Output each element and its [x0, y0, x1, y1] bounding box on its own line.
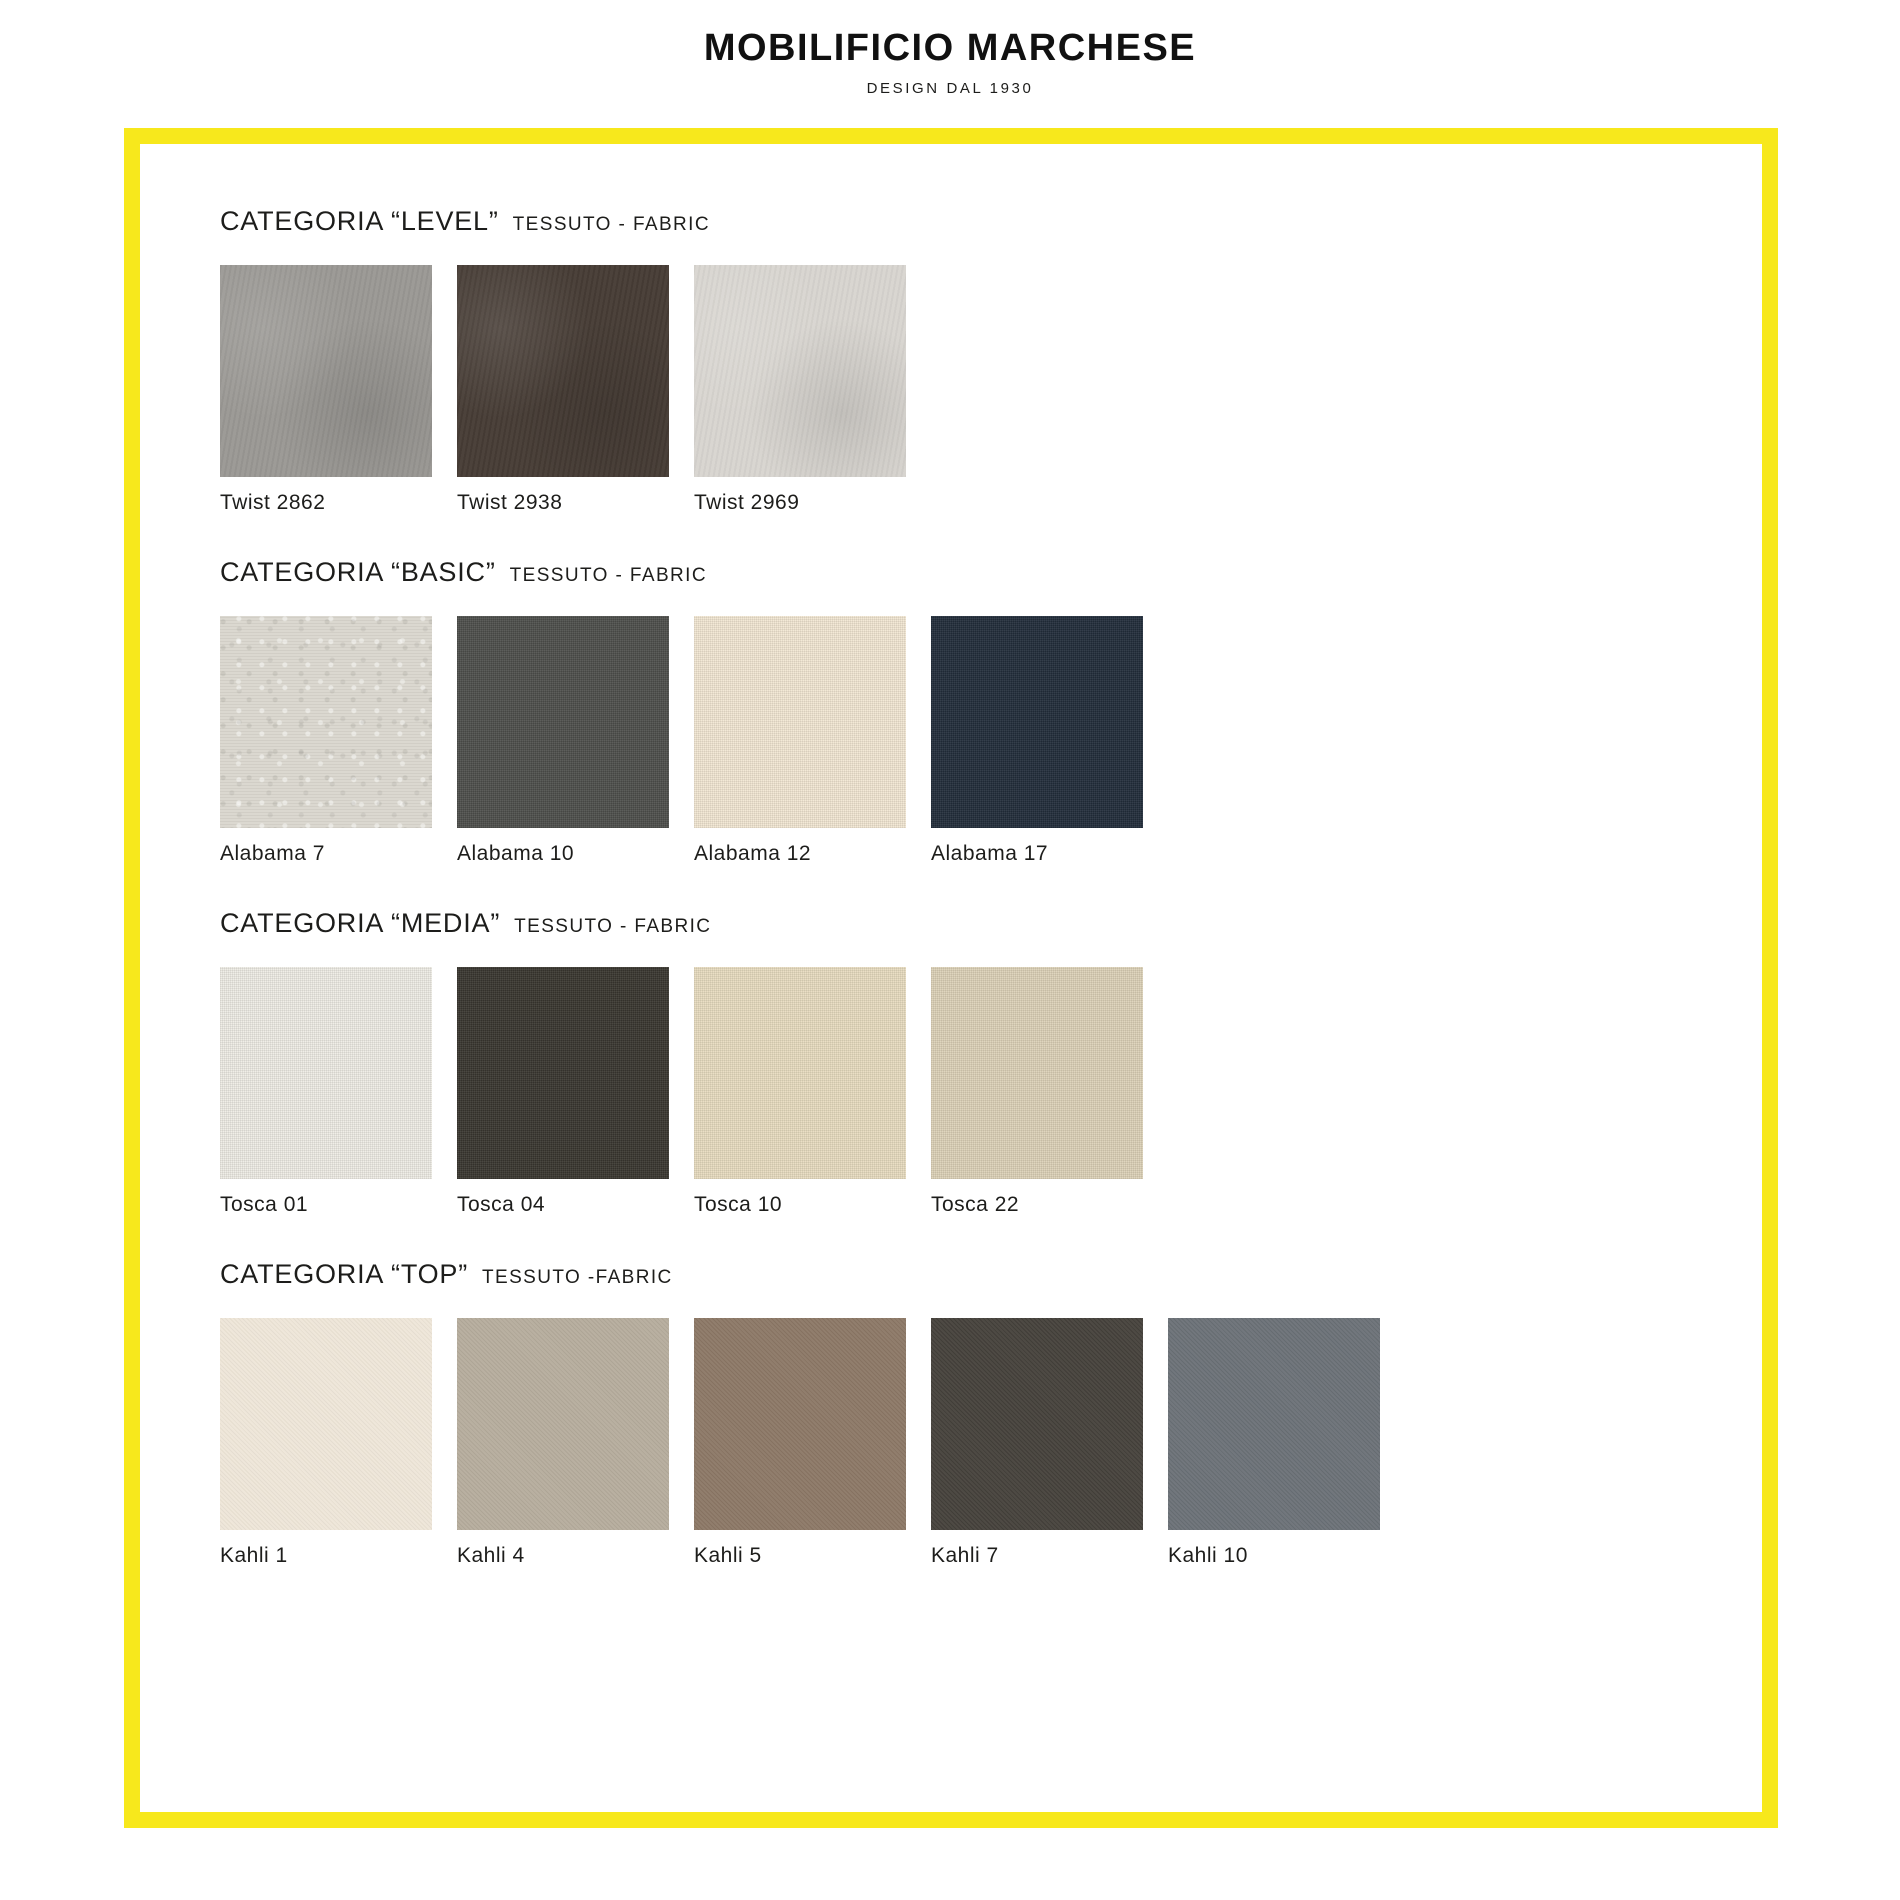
swatch-cell[interactable] [457, 265, 669, 515]
category-title: CATEGORIA “LEVEL” [220, 206, 499, 236]
swatch-color[interactable] [220, 1318, 432, 1530]
category-header [220, 1259, 1762, 1290]
swatch-cell[interactable] [220, 265, 432, 515]
catalog-frame [124, 128, 1778, 1828]
category-header [220, 206, 1762, 237]
swatch-cell[interactable] [694, 1318, 906, 1568]
swatch-label: Tosca 01 [220, 1193, 309, 1216]
swatch-color[interactable] [694, 265, 906, 477]
swatch-label: Alabama 7 [220, 842, 325, 865]
swatch-cell[interactable] [220, 616, 432, 866]
swatch-label: Alabama 12 [694, 842, 812, 865]
section-spacer [220, 523, 1762, 557]
swatch-cell[interactable] [220, 1318, 432, 1568]
swatch-color[interactable] [931, 967, 1143, 1179]
swatch-label: Kahli 1 [220, 1544, 288, 1567]
swatch-cell[interactable] [457, 616, 669, 866]
section-spacer [220, 1225, 1762, 1259]
category-title: CATEGORIA “TOP” [220, 1259, 469, 1289]
swatch-cell[interactable] [931, 616, 1143, 866]
swatch-cell[interactable] [694, 616, 906, 866]
swatch-cell[interactable] [457, 1318, 669, 1568]
swatch-label: Alabama 10 [457, 842, 575, 865]
swatch-cell[interactable] [220, 967, 432, 1217]
swatch-label: Kahli 5 [694, 1544, 762, 1567]
swatch-label: Twist 2862 [220, 491, 326, 514]
swatch-color[interactable] [220, 265, 432, 477]
swatch-color[interactable] [457, 265, 669, 477]
swatch-label: Kahli 10 [1168, 1544, 1248, 1567]
swatch-cell[interactable] [457, 967, 669, 1217]
category-block-top [220, 1259, 1762, 1568]
swatch-label: Kahli 7 [931, 1544, 999, 1567]
swatch-label: Twist 2969 [694, 491, 800, 514]
swatch-cell[interactable] [694, 967, 906, 1217]
category-header [220, 908, 1762, 939]
swatch-color[interactable] [694, 1318, 906, 1530]
swatch-color[interactable] [931, 616, 1143, 828]
category-subtitle: TESSUTO -FABRIC [482, 1267, 673, 1288]
swatch-color[interactable] [1168, 1318, 1380, 1530]
swatch-color[interactable] [220, 616, 432, 828]
swatch-label: Tosca 04 [457, 1193, 546, 1216]
swatch-color[interactable] [457, 1318, 669, 1530]
swatch-cell[interactable] [694, 265, 906, 515]
category-title: CATEGORIA “MEDIA” [220, 908, 501, 938]
section-spacer [220, 874, 1762, 908]
swatch-row [220, 1318, 1762, 1568]
swatch-label: Kahli 4 [457, 1544, 525, 1567]
swatch-label: Alabama 17 [931, 842, 1049, 865]
swatch-row [220, 967, 1762, 1217]
swatch-label: Tosca 10 [694, 1193, 783, 1216]
category-block-media [220, 908, 1762, 1217]
swatch-cell[interactable] [931, 1318, 1143, 1568]
swatch-color[interactable] [694, 616, 906, 828]
category-block-basic [220, 557, 1762, 866]
page-header [0, 0, 1900, 97]
swatch-color[interactable] [457, 616, 669, 828]
category-block-level [220, 206, 1762, 515]
swatch-cell[interactable] [1168, 1318, 1380, 1568]
swatch-row [220, 616, 1762, 866]
brand-tagline: DESIGN DAL 1930 [866, 79, 1034, 97]
swatch-cell[interactable] [931, 967, 1143, 1217]
swatch-color[interactable] [694, 967, 906, 1179]
category-title: CATEGORIA “BASIC” [220, 557, 496, 587]
category-subtitle: TESSUTO - FABRIC [514, 916, 712, 937]
swatch-label: Twist 2938 [457, 491, 563, 514]
swatch-color[interactable] [220, 967, 432, 1179]
catalog-sheet [140, 144, 1762, 1568]
category-subtitle: TESSUTO - FABRIC [509, 565, 707, 586]
swatch-row [220, 265, 1762, 515]
category-header [220, 557, 1762, 588]
category-subtitle: TESSUTO - FABRIC [512, 214, 710, 235]
brand-title: MOBILIFICIO MARCHESE [703, 27, 1197, 69]
swatch-color[interactable] [931, 1318, 1143, 1530]
swatch-color[interactable] [457, 967, 669, 1179]
swatch-label: Tosca 22 [931, 1193, 1020, 1216]
